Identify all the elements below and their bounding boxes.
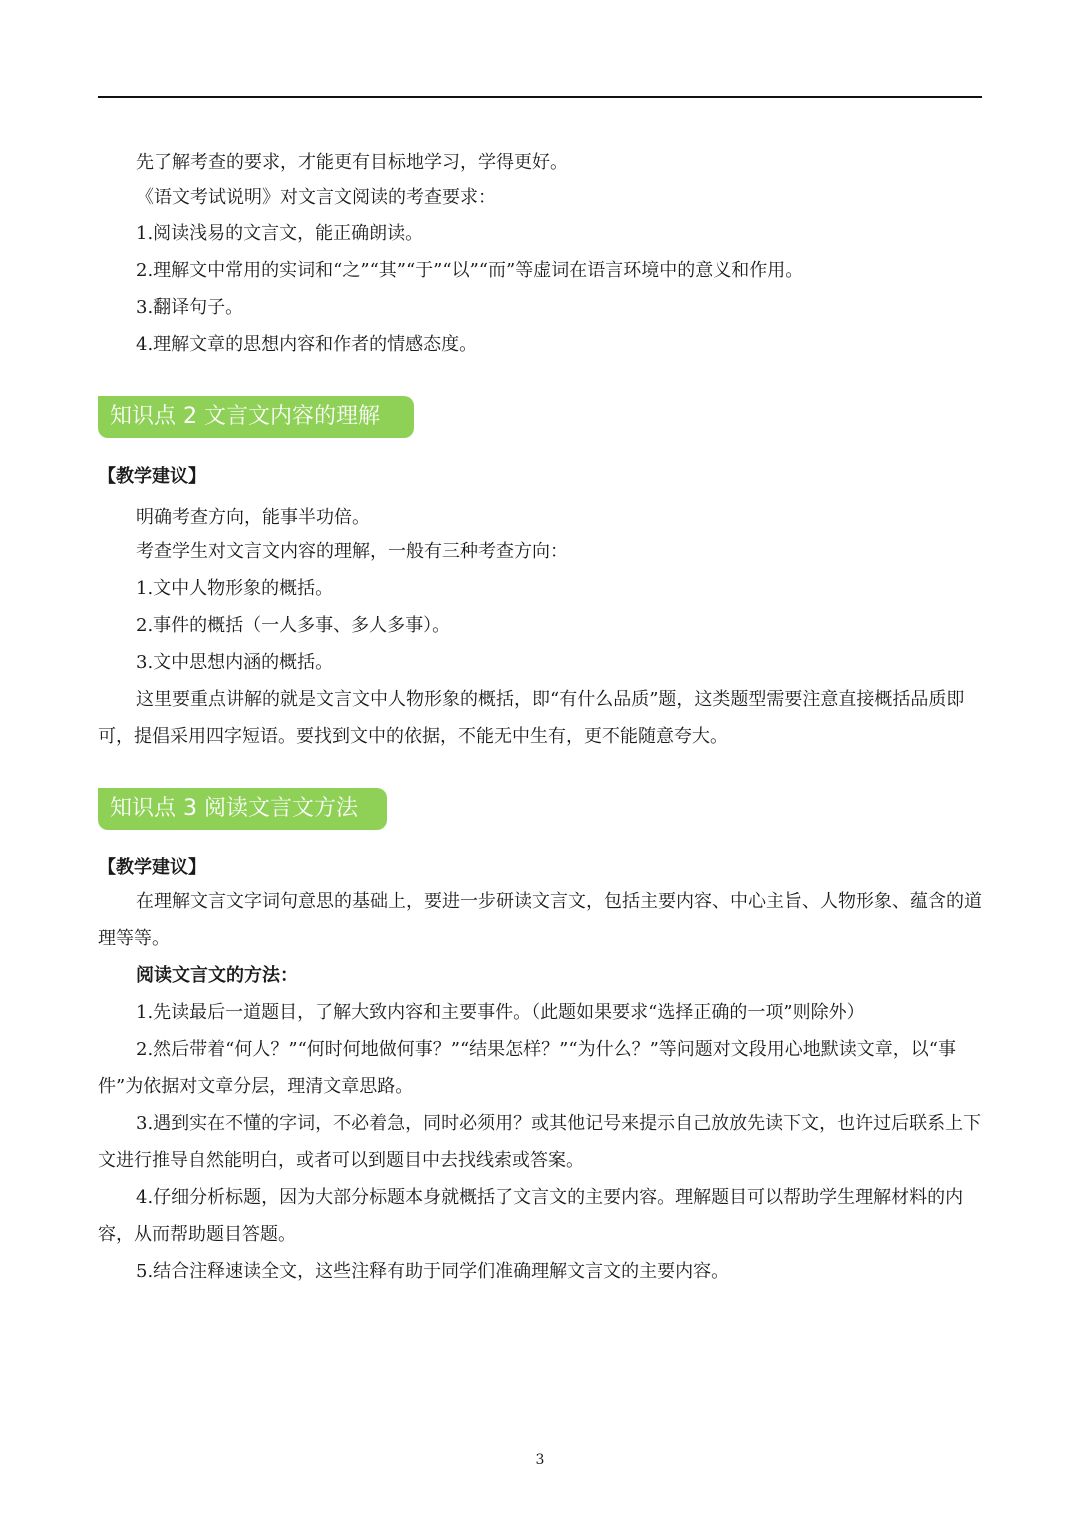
list-item: 4.理解文章的思想内容和作者的情感态度。 — [136, 334, 478, 355]
list-item: 3.文中思想内涵的概括。 — [136, 652, 334, 673]
section-3-label: 【教学建议】 — [98, 857, 206, 878]
section-3-paragraph: 在理解文言文字词句意思的基础上，要进一步研读文言文，包括主要内容、中心主旨、人物形象、蕴含的道理等等。 — [98, 891, 982, 949]
method-label: 阅读文言文的方法： — [136, 965, 298, 986]
section-3-banner: 知识点 3 阅读文言文方法 — [98, 788, 387, 830]
section-2-paragraph: 这里要重点讲解的就是文言文中人物形象的概括，即“有什么品质”题，这类题型需要注意直接概括品质即可，提倡采用四字短语。要找到文中的依据，不能无中生有，更不能随意夸大。 — [98, 689, 965, 747]
list-item: 2.理解文中常用的实词和“之”“其”“于”“以”“而”等虚词在语言环境中的意义和作用。 — [136, 260, 804, 281]
section-2-banner: 知识点 2 文言文内容的理解 — [98, 396, 414, 438]
list-item: 4.仔细分析标题，因为大部分标题本身就概括了文言文的主要内容。理解题目可以帮助学生理解材料的内容，从而帮助题目答题。 — [98, 1187, 964, 1245]
section-2-label: 【教学建议】 — [98, 466, 206, 487]
list-item: 5.结合注释速读全文，这些注释有助于同学们准确理解文言文的主要内容。 — [136, 1261, 730, 1282]
list-item: 1.先读最后一道题目，了解大致内容和主要事件。（此题如果要求“选择正确的一项”则除外） — [136, 1002, 865, 1023]
list-item: 3.翻译句子。 — [136, 297, 244, 318]
page-number: 3 — [535, 1452, 545, 1468]
list-item: 3.遇到实在不懂的字词，不必着急，同时必须用？或其他记号来提示自己放放先读下文，也许过后联系上下文进行推导自然能明白，或者可以到题目中去找线索或答案。 — [98, 1113, 982, 1171]
list-item: 2.然后带着“何人？”“何时何地做何事？”“结果怎样？”“为什么？”等问题对文段用心地默读文章，以“事件”为依据对文章分层，理清文章思路。 — [98, 1039, 956, 1097]
list-item: 1.文中人物形象的概括。 — [136, 578, 334, 599]
header-rule — [98, 96, 982, 98]
list-item: 2.事件的概括（一人多事、多人多事）。 — [136, 615, 451, 636]
intro-line-1: 先了解考查的要求，才能更有目标地学习，学得更好。 — [136, 152, 568, 173]
section-2-line-1: 明确考查方向，能事半功倍。 — [136, 507, 370, 528]
list-item: 1.阅读浅易的文言文，能正确朗读。 — [136, 223, 424, 244]
intro-line-2: 《语文考试说明》对文言文阅读的考查要求： — [136, 187, 496, 208]
section-2-line-2: 考查学生对文言文内容的理解，一般有三种考查方向： — [136, 541, 568, 562]
